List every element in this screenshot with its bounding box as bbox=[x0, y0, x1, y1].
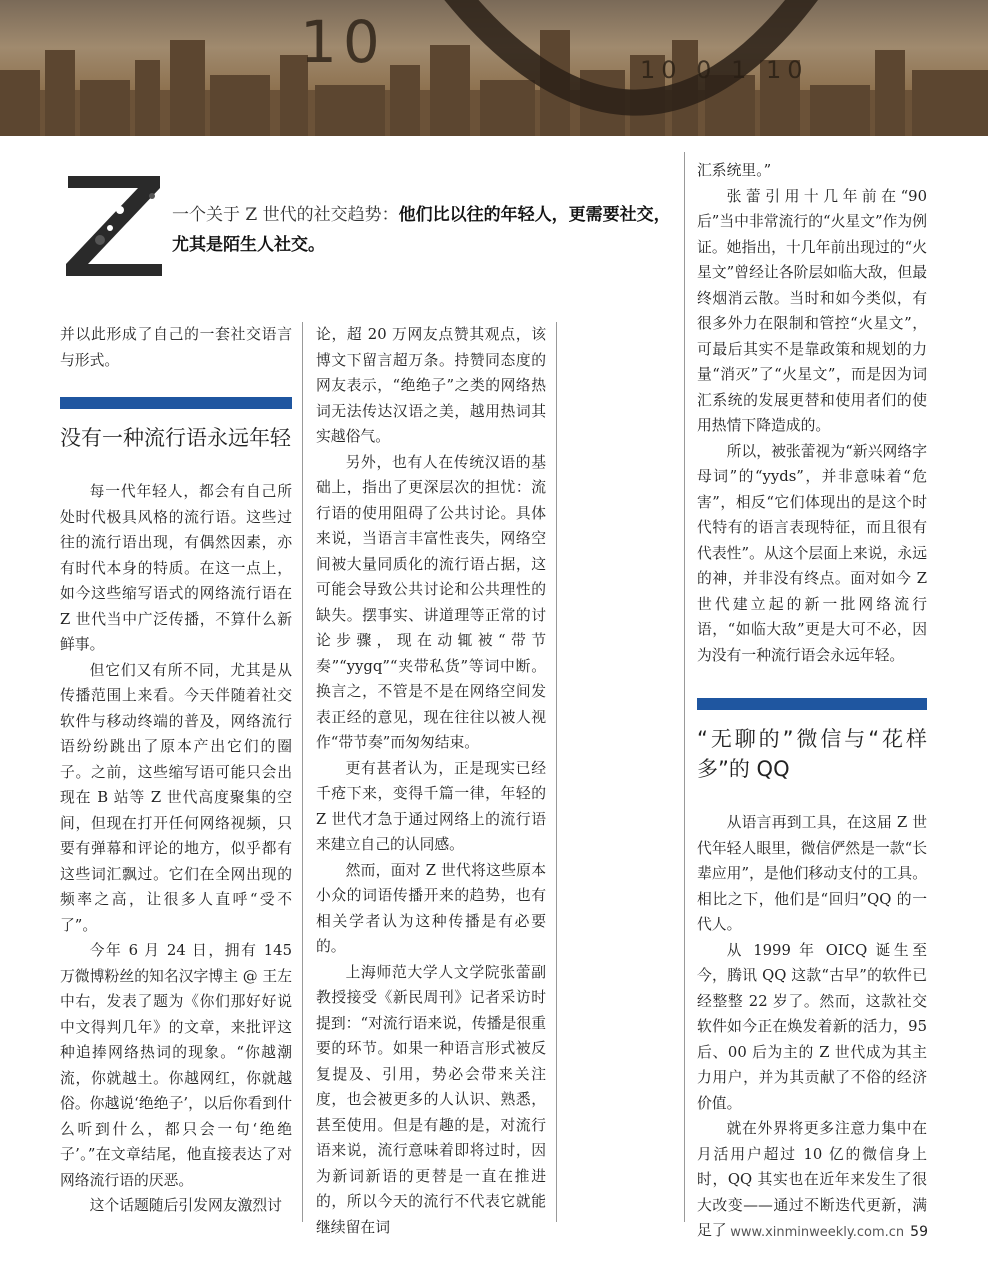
col2-paragraph: 上海师范大学人文学院张蕾副教授接受《新民周刊》记者采访时提到：“对流行语来说，传播是很重要的环节。如果一种语言形式被反复提及、引用，势必会带来关注度，也会被更多的人认识、熟悉，甚至使用。但是有趣的是，对流行语来说，流行意味着即将过时，因为新词新语的更替是一直在推进的，所以今天的流行不代表它就能继续留在词 bbox=[316, 963, 546, 1236]
col2-paragraph: 更有甚者认为，正是现实已经千疮下来，变得千篇一律，年轻的 Z 世代才急于通过网络上的流行语来建立自己的认同感。 bbox=[316, 759, 546, 853]
hero-digits-row: 10 0 1 10 bbox=[640, 56, 809, 84]
column-divider bbox=[302, 322, 303, 1222]
page-footer bbox=[730, 1224, 928, 1240]
hero-digits-large: 10 bbox=[300, 8, 386, 76]
col1-paragraph: 每一代年轻人，都会有自己所处时代极具风格的流行语。这些过往的流行语出现，有偶然因素，亦有时代本身的特质。在这一点上，如今这些缩写语式的网络流行语在 Z 世代当中广泛传播，不算什么新鲜事。 bbox=[60, 483, 292, 653]
col1-lead: 并以此形成了自己的一套社交语言与形式。 bbox=[60, 326, 292, 369]
hero-banner bbox=[0, 0, 988, 136]
col1-paragraph: 但它们又有所不同，尤其是从传播范围上来看。今天伴随着社交软件与移动终端的普及，网络流行语纷纷跳出了原本产出它们的圈子。之前，这些缩写语可能只会出现在 B 站等 Z 世代高度聚集的空间，但现在打开任何网络视频，只要有弹幕和评论的地方，似乎都有这些词汇飘过。它们在全网出现的频率之高，让很多人直呼“受不了”。 bbox=[60, 661, 292, 934]
col3-paragraph: 就在外界将更多注意力集中在月活用户超过 10 亿的微信身上时，QQ 其实也在近年来发生了很大改变——通过不断迭代更新，满足了 bbox=[697, 1120, 927, 1239]
section-heading-1: 没有一种流行语永远年轻 bbox=[60, 426, 291, 450]
column-divider bbox=[556, 322, 557, 1222]
section-heading-2: “无聊的”微信与“花样多”的 QQ bbox=[697, 727, 927, 781]
column-divider bbox=[684, 152, 685, 1222]
intro-bold: 他们比以往的年轻人，更需要社交，尤其是陌生人社交。 bbox=[172, 205, 671, 255]
section-bar bbox=[60, 397, 292, 409]
column-1 bbox=[60, 322, 292, 1219]
col2-paragraph: 另外，也有人在传统汉语的基础上，指出了更深层次的担忧：流行语的使用阻碍了公共讨论。具体来说，当语言丰富性丧失，网络空间被大量同质化的流行语占据，这可能会导致公共讨论和公共理性的缺失。摆事实、讲道理等正常的讨论步骤，现在动辄被“带节奏”“yygq”“夹带私货”等词中断。换言之，不管是不是在网络空间发表正经的意见，现在往往以被人视作“带节奏”而匆匆结束。 bbox=[316, 453, 546, 751]
col3-paragraph: 所以，被张蕾视为“新兴网络字母词”的“yyds”，并非意味着“危害”，相反“它们体现出的是这个时代特有的语言表现特征，而且很有代表性”。从这个层面上来说，永远的神，并非没有终点。面对如今 Z 世代建立起的新一批网络流行语，“如临大敌”更是大可不必，因为没有一种流行语会永远年轻。 bbox=[697, 442, 927, 664]
col3-paragraph: 从语言再到工具，在这届 Z 世代年轻人眼里，微信俨然是一款“长辈应用”，是他们移动支付的工具。相比之下，他们是“回归”QQ 的一代人。 bbox=[697, 814, 927, 933]
col1-paragraph: 今年 6 月 24 日，拥有 145 万微博粉丝的知名汉字博主 @ 王左中右，发表了题为《你们那好好说中文得判几年》的文章，来批评这种追捧网络热词的现象。“你越潮流，你就越土。你越网红，你就越俗。你越说‘绝绝子’，以后你看到什么听到什么，都只会一句‘绝绝子’。”在文章结尾，他直接表达了对网络流行语的厌恶。 bbox=[60, 942, 292, 1189]
city-skyline-illustration bbox=[0, 0, 988, 136]
section-bar bbox=[697, 698, 927, 710]
intro-paragraph bbox=[172, 200, 672, 260]
column-2 bbox=[316, 322, 546, 1240]
column-3 bbox=[697, 158, 927, 1244]
col3-lead: 汇系统里。” bbox=[697, 162, 772, 179]
z-logo-illustration bbox=[60, 166, 170, 280]
col1-paragraph: 这个话题随后引发网友激烈讨 bbox=[89, 1197, 282, 1214]
col2-paragraph: 论，超 20 万网友点赞其观点，该博文下留言超万条。持赞同态度的网友表示，“绝绝子”之类的网络热词无法传达汉语之美，越用热词其实越俗气。 bbox=[316, 326, 546, 445]
intro-prefix: 一个关于 Z 世代的社交趋势： bbox=[172, 205, 399, 225]
footer-url[interactable]: www.xinminweekly.com.cn bbox=[730, 1225, 905, 1240]
col3-paragraph: 张蕾引用十几年前在“90 后”当中非常流行的“火星文”作为例证。她指出，十几年前出现过的“火星文”曾经让各阶层如临大敌，但最终烟消云散。当时和如今类似，有很多外力在限制和管控“火星文”，可最后其实不是靠政策和规划的力量“消灭”了“火星文”，而是因为词汇系统的发展更替和使用者们的使用热情下降造成的。 bbox=[697, 187, 927, 434]
col3-paragraph: 从 1999 年 OICQ 诞生至今，腾讯 QQ 这款“古早”的软件已经整整 22 岁了。然而，这款社交软件如今正在焕发着新的活力，95 后、00 后为主的 Z 世代成为其主力用户，并为其贡献了不俗的经济价值。 bbox=[697, 941, 927, 1112]
page-number: 59 bbox=[910, 1224, 928, 1240]
col2-paragraph: 然而，面对 Z 世代将这些原本小众的词语传播开来的趋势，也有相关学者认为这种传播是有必要的。 bbox=[316, 861, 546, 955]
